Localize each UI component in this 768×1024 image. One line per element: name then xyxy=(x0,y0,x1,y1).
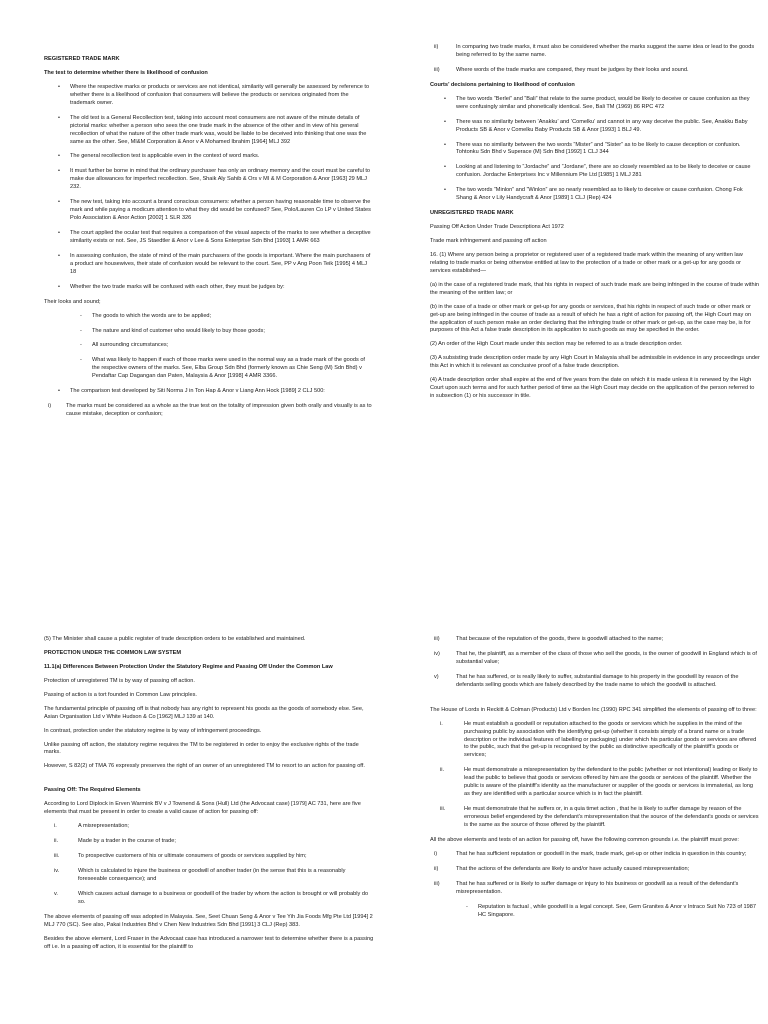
roman-marker: i) xyxy=(434,850,438,857)
paragraph: (4) A trade description order shall expire at the end of five years from the date on which it is made unless it is renewed by the High Court upon such terms and for such further period of time as the High Court may decide on the application of the person referred to in subsection (1) or his successor in title. xyxy=(430,377,755,400)
bullet-text: There was no similarity between the two words “Mister” and “Sister” as to be likely to cause deception or confusion. Tohtonku Sdn Bhd v Superace (M) Sdn Bhd [1992] 1 CLJ 344 xyxy=(456,141,741,156)
page-2 xyxy=(430,44,760,504)
dash-item xyxy=(430,904,760,920)
bullet-icon: • xyxy=(58,388,60,395)
dash-icon: - xyxy=(80,357,82,364)
dash-item xyxy=(44,342,374,350)
bullet-icon: • xyxy=(58,153,60,160)
bullet-item xyxy=(430,187,760,203)
bullet-item xyxy=(430,96,760,112)
roman-item xyxy=(430,851,760,859)
roman-marker: iv) xyxy=(434,650,440,657)
roman-marker: iv. xyxy=(54,867,60,874)
common-law-heading: PROTECTION UNDER THE COMMON LAW SYSTEM xyxy=(44,649,182,656)
dash-item xyxy=(44,328,374,336)
differences-heading: 11.1(a) Differences Between Protection Under the Statutory Regime and Passing Off Under the Common Law xyxy=(44,663,333,670)
bullet-icon: • xyxy=(58,83,60,90)
dash-item xyxy=(44,357,374,381)
paragraph: Passing of action is a tort founded in Common Law principles. xyxy=(44,691,197,698)
paragraph: (5) The Minister shall cause a public register of trade description orders to be established and maintained. xyxy=(44,636,306,642)
roman-text: That he has suffered, or is really likely to suffer, substantial damage to his property in the goodwill by reason of the defendants selling goods which are falsely described by the trade name to which the goodwill is attached. xyxy=(456,673,739,688)
bullet-icon: • xyxy=(444,141,446,148)
bullet-icon: • xyxy=(444,187,446,194)
roman-item xyxy=(430,44,760,60)
roman-marker: ii. xyxy=(440,767,445,774)
dash-icon: - xyxy=(80,342,82,349)
roman-marker: ii) xyxy=(434,865,439,872)
roman-text: That he, the plaintiff, as a member of the class of those who sell the goods, is the owner of goodwill in England which is of substantial value; xyxy=(456,650,757,665)
dash-item xyxy=(44,313,374,321)
paragraph: Passing Off Action Under Trade Descriptions Act 1972 xyxy=(430,224,564,231)
page-4 xyxy=(430,636,760,1024)
paragraph: 16. (1) Where any person being a proprietor or registered user of a registered trade mark within the meaning of any written law relating to trade marks or being otherwise entitled at law to the protection of a trade or other mark or a get-up for any goods or services established— xyxy=(430,251,743,274)
bullet-item xyxy=(44,388,374,396)
dash-icon: - xyxy=(80,312,82,319)
paragraph: (3) A subsisting trade description order made by any High Court in Malaysia shall be admissible in evidence in any proceedings under this Act in which it is relevant as conclusive proof of a false trade description. xyxy=(430,355,760,370)
bullet-icon: • xyxy=(58,199,60,206)
element-item xyxy=(44,838,374,846)
paragraph: Trade mark infringement and passing off action xyxy=(430,238,547,244)
bullet-text: The two words “Minlon” and “Winlon” are so nearly resembled as to likely to deceive or cause confusion. Chong Fok Shang & Anor v Lily Handycraft & Anor [1989] 1 CLJ (Rep) 424 xyxy=(456,187,743,202)
bullet-item xyxy=(44,168,374,192)
roman-marker: iii) xyxy=(434,66,440,73)
roman-marker: v) xyxy=(434,673,439,680)
bullet-icon: • xyxy=(58,252,60,259)
bullet-item xyxy=(44,115,374,147)
dash-icon: - xyxy=(466,903,468,910)
roman-text: That the actions of the defendants are likely to and/or have actually caused misrepresentation; xyxy=(456,865,690,872)
roman-text: That because of the reputation of the goods, there is goodwill attached to the name; xyxy=(456,636,664,642)
roman-item xyxy=(430,881,760,897)
roman-marker: i. xyxy=(54,823,57,830)
element-text: He must establish a goodwill or reputation attached to the goods or services which he supplies in the mind of the purchasing public by association with the identifying get-up (whether it consists simply of a brand name or a trade description or the individual features of labelling or packaging) under which his particular goods or services are offered to the public, such that the get-up is recognised by the public as distinctive specifically of the plaintiff’s goods or services; xyxy=(464,720,757,759)
roman-item xyxy=(430,636,760,644)
roman-marker: iii. xyxy=(54,853,60,859)
bullet-text: It must further be borne in mind that the ordinary purchaser has only an ordinary memory and the court must be careful to make due allowances for imperfect recollection. See, Shaik Aly Sahib & Ors v MI & M Corporation & Anor [1963] 29 MLJ 232. xyxy=(70,168,371,191)
dash-text: The goods to which the words are to be applied; xyxy=(92,312,212,319)
paragraph: In contrast, protection under the statutory regime is by way of infringement proceedings. xyxy=(44,727,262,734)
bullet-item xyxy=(44,253,374,277)
bullet-text: The comparison test developed by Siti Norma J in Ton Hap & Anor v Liang Ann Hock [1989] 2 CLJ 500: xyxy=(70,388,325,395)
bullet-icon: • xyxy=(58,168,60,175)
dash-text: Reputation is factual , while goodwill is a legal concept. See, Gem Granites & Anor v Intraco Suit No 723 of 1987 HC Singapore. xyxy=(478,903,756,918)
bullet-icon: • xyxy=(444,118,446,125)
passing-off-heading: Passing Off: The Required Elements xyxy=(44,787,141,794)
roman-item xyxy=(430,67,760,75)
paragraph: (a) in the case of a registered trade mark, that his rights in respect of such trade mark are being infringed in the course of trade within the meaning of the written law; or xyxy=(430,281,759,296)
element-text: To prospective customers of his or ultimate consumers of goods or services supplied by him; xyxy=(78,853,307,859)
bullet-text: The general recollection test is applicable even in the context of word marks. xyxy=(70,153,260,160)
unregistered-heading: UNREGISTERED TRADE MARK xyxy=(430,210,514,217)
paragraph: The fundamental principle of passing off is that nobody has any right to represent his goods as the goods of somebody else. See, Asian Organisation Ltd v White Hudson & Co [1962] MLJ 139 at 140. xyxy=(44,705,364,720)
dash-icon: - xyxy=(80,327,82,334)
element-item xyxy=(44,868,374,884)
element-item xyxy=(44,823,374,831)
bullet-item xyxy=(44,153,374,161)
page-1 xyxy=(44,56,374,496)
element-item xyxy=(430,806,760,830)
paragraph: (b) in the case of a trade or other mark or get-up for any goods or services, that his rights in respect of such trade or other mark or get-up are being infringed in the course of trade as a result of which he has a right of action for passing off, the High Court may on the application of such person make an order declaring that the infringing trade or other mark or get-up, as the case may be, is for purposes of this Act a false trade description in its application to such goods as may be specified in the order. xyxy=(430,303,752,334)
element-text: Which is calculated to injure the business or goodwill of another trader (in the sense that this is a reasonably foreseeable consequence); and xyxy=(78,867,346,882)
roman-text: That he has suffered or is likely to suffer damage or injury to his business or goodwill as a result of the defendant’s misrepresentation. xyxy=(456,880,739,895)
roman-item xyxy=(430,674,760,690)
paragraph: Besides the above element, Lord Fraser in the Advocaat case has introduced a narrower test to determine whether there is a passing off i.e. In a passing off action, it is essential for the plaintiff to xyxy=(44,935,374,950)
roman-marker: ii) xyxy=(434,44,439,50)
section-subtitle: The test to determine whether there is likelihood of confusion xyxy=(44,69,208,76)
paragraph: (2) An order of the High Court made under this section may be referred to as a trade description order. xyxy=(430,341,683,348)
dash-text: The nature and kind of customer who would likely to buy those goods; xyxy=(92,327,265,334)
element-item xyxy=(430,767,760,799)
paragraph: According to Lord Diplock in Erven Warmink BV v J Townend & Sons (Hull) Ltd (the Advocaat case) [1979] AC 731, here are five elements that must be present in order to create a valid cause of action for passing off: xyxy=(44,801,361,816)
roman-text: That he has sufficient reputation or goodwill in the mark, trade mark, get-up or other indicia in question in this country; xyxy=(456,850,747,857)
bullet-text: The new test, taking into account a brand conscious consumers: whether a person having reasonable time to observe the mark and while paying a modicum attention to what they did would be confused? See, Polo/Lauren Co LP v United States Polo Association & Anor Action [2002] 1 SLR 326 xyxy=(70,199,371,222)
roman-marker: i) xyxy=(48,403,52,410)
roman-text: The marks must be considered as a whole as the true test on the totality of impression given both orally and visually is as to cause mistake, deception or confusion; xyxy=(66,403,372,418)
bullet-text: Looking at and listening to “Jordache” and “Jordane”, there are so closely resembled as to be likely to deceive or cause confusion. Jordache Enterprises Inc v Millennium Pte Ltd [1985] 1 MLJ 281 xyxy=(456,164,751,179)
bullet-text: The two words “Berlei” and “Bali” that relate to the same product, would be likely to deceive or cause confusion as they were confusingly similar and phonetically identical. See, Bali TM (1969) 86 RPC 472 xyxy=(456,95,750,110)
bullet-item xyxy=(430,142,760,158)
paragraph: The House of Lords in Reckitt & Colman (Products) Ltd v Borden Inc (1990) RPC 341 simplified the elements of passing off to three: xyxy=(430,706,757,713)
roman-marker: v. xyxy=(54,890,58,897)
bullet-text: The old test is a General Recollection test, taking into account most consumers are not aware of the minute details of pictorial marks: whether a person who sees the one trade mark in the absence of the other and in view of his general recollection of what the nature of the other trade mark was, would be liable to be deceived into thinking that one was the same as the other. See, MI&M Corporation & Anor v A Mohamed Ibrahim [1964] MLJ 392 xyxy=(70,114,367,145)
roman-item xyxy=(430,866,760,874)
bullet-text: Whether the two trade marks will be confused with each other, they must be judges by: xyxy=(70,283,285,290)
bullet-item xyxy=(44,84,374,108)
bullet-item xyxy=(430,164,760,180)
bullet-text: In assessing confusion, the state of mind of the main purchasers of the goods is important. Where the main purchasers of a product are housewives, their state of confusion would be relevant to the court. See, PP v Ang Poon Teik [1995] 4 MLJ 18 xyxy=(70,252,371,275)
roman-item xyxy=(430,651,760,667)
bullet-icon: • xyxy=(444,95,446,102)
element-item xyxy=(430,721,760,761)
element-text: He must demonstrate that he suffers or, in a quia timet action , that he is likely to suffer damage by reason of the erroneous belief engendered by the defendant’s misrepresentation that the source of the defendant’s goods or services is the same as the source of those offered by the plaintiff. xyxy=(464,806,759,828)
roman-text: In comparing two trade marks, it must also be considered whether the marks suggest the same idea or lead to the goods being referred to by the same name. xyxy=(456,44,755,58)
bullet-item xyxy=(430,119,760,135)
paragraph: The above elements of passing off was adopted in Malaysia. See, Seet Chuan Seng & Anor v Tee Yih Jia Foods Mfg Pte Ltd [1994] 2 MLJ 770 (SC). See also, Pakai Industries Bhd v Chen New Industries Sdn Bhd [1991] 3 CLJ (Rep) 383. xyxy=(44,913,373,928)
element-text: A misrepresentation; xyxy=(78,823,129,830)
page-3 xyxy=(44,636,374,1024)
roman-marker: iii) xyxy=(434,880,440,887)
paragraph: All the above elements and tests of an action for passing off, have the following common grounds i.e. the plaintiff must prove: xyxy=(430,836,739,843)
courts-heading: Courts’ decisions pertaining to likelihood of confusion xyxy=(430,81,575,88)
element-item xyxy=(44,891,374,907)
bullet-item xyxy=(44,199,374,223)
bullet-icon: • xyxy=(58,114,60,121)
bullet-item xyxy=(44,284,374,292)
paragraph: Unlike passing off action, the statutory regime requires the TM to be registered in order to enjoy the exclusive rights of the trade marks. xyxy=(44,741,359,756)
bullet-icon: • xyxy=(58,230,60,236)
bullet-item xyxy=(44,230,374,246)
element-text: Which causes actual damage to a business or goodwill of the trader by whom the action is brought or will probably do so. xyxy=(78,890,369,905)
bullet-icon: • xyxy=(58,283,60,290)
bullet-text: Where the respective marks or products or services are not identical, similarity will generally be assessed by reference to whether there is a likelihood of confusion that consumers will believe the products or services originated from the trademark owner. xyxy=(70,83,370,106)
roman-marker: iii) xyxy=(434,636,440,642)
roman-marker: ii. xyxy=(54,838,59,845)
bullet-text: There was no similarity between ‘Anakku’ and ‘Comelku’ and cannot in any way deceive the public. See, Anakku Baby Products SB & Anor v Comelku Baby Products SB & Anor [1993] 1 BLJ 49. xyxy=(456,118,748,133)
roman-text: Where words of the trade marks are compared, they must be judges by their looks and sound. xyxy=(456,66,689,73)
element-text: He must demonstrate a misrepresentation by the defendant to the public (whether or not intentional) leading or likely to lead the public to believe that goods or services offered by him are the goods or services of the plaintiff. Whether the public is aware of the plaintiff’s identity as the manufacturer or supplier of the goods or services is immaterial, as long as they are identified with a particular source which is in fact the plaintiff. xyxy=(464,767,758,798)
roman-item xyxy=(44,403,374,419)
dash-text: What was likely to happen if each of those marks were used in the normal way as a trade mark of the goods of the respective owners of the marks. See, Elba Group Sdn Bhd (formerly known as Chie Seng (M) Sdn Bhd) v Pendaftar Cap Dagangan dan Paten, Malaysia & Anor [1998] 4 AMR 3366. xyxy=(92,357,365,380)
element-item xyxy=(44,853,374,861)
bullet-text: The court applied the ocular test that requires a comparison of the visual aspects of the marks to see whether a deceptive similarity exists or not. See, JS Staedtler & Anor v Lee & Sons Enterprise Sdn Bhd [1993] 1 AMR 663 xyxy=(70,230,371,244)
paragraph: Protection of unregistered TM is by way of passing off action. xyxy=(44,677,195,684)
paragraph: However, S 82(2) of TMA 76 expressly preserves the right of an owner of an unregistered TM to resort to an action for passing off. xyxy=(44,763,365,770)
dash-text: All surrounding circumstances; xyxy=(92,342,169,349)
roman-marker: iii. xyxy=(440,806,446,813)
element-text: Made by a trader in the course of trade; xyxy=(78,838,176,845)
section-title: REGISTERED TRADE MARK xyxy=(44,56,120,62)
bullet-icon: • xyxy=(444,164,446,171)
sub-intro: Their looks and sound; xyxy=(44,298,101,305)
roman-marker: i. xyxy=(440,720,443,727)
